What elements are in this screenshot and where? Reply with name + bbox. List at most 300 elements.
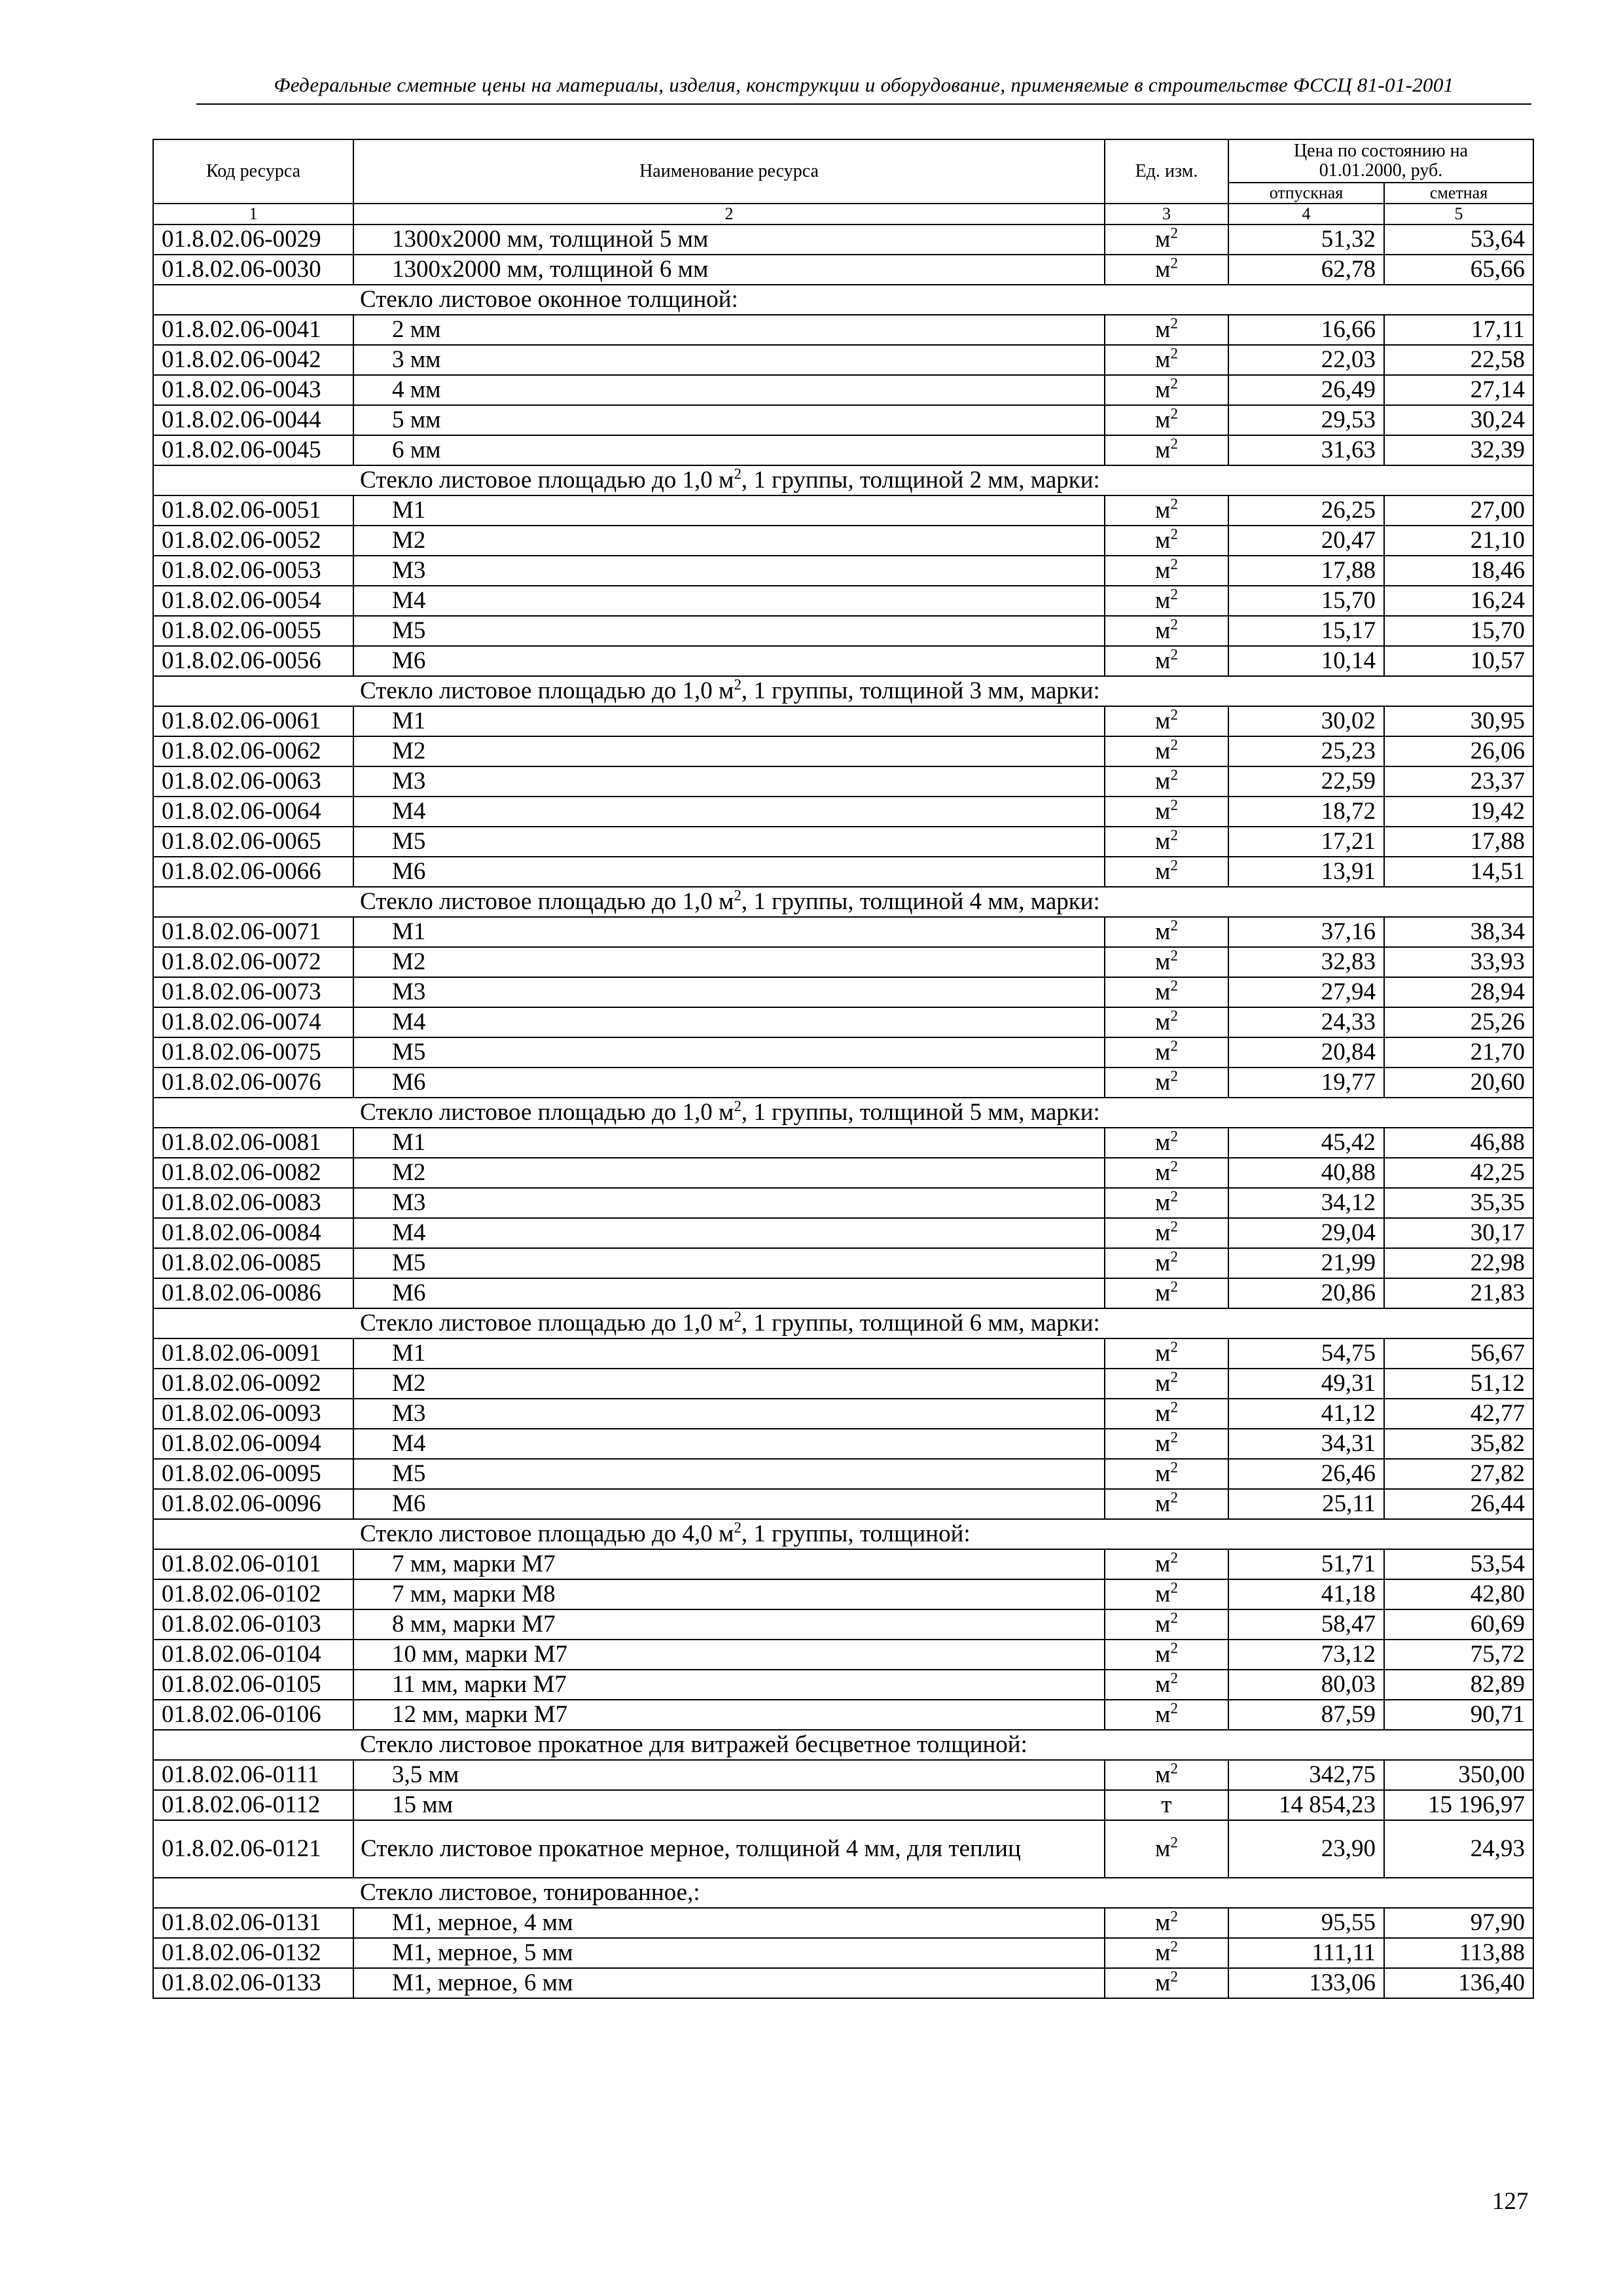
release-price: 29,04: [1228, 1218, 1384, 1248]
table-row: [153, 1128, 1533, 1158]
table-row: [153, 1549, 1533, 1579]
table-row: [153, 616, 1533, 646]
resource-name: М4: [353, 1007, 1105, 1037]
release-price: 16,66: [1228, 315, 1384, 345]
unit: $м^2$: [1105, 1158, 1228, 1188]
resource-code: 01.8.02.06-0044: [153, 405, 353, 435]
resource-code: 01.8.02.06-0075: [153, 1037, 353, 1067]
estimate-price: 38,34: [1384, 917, 1533, 947]
table-row: [153, 405, 1533, 435]
release-price: 25,11: [1228, 1489, 1384, 1519]
resource-code: 01.8.02.06-0051: [153, 495, 353, 526]
release-price: 133,06: [1228, 1968, 1384, 1998]
col-number: 5: [1384, 204, 1533, 224]
resource-code: 01.8.02.06-0063: [153, 766, 353, 797]
col-header-name: Наименование ресурса: [353, 139, 1105, 204]
unit: $м^2$: [1105, 1429, 1228, 1459]
resource-name: 6 мм: [353, 435, 1105, 465]
table-row: [153, 1218, 1533, 1248]
group-title: Стекло листовое площадью до 1,0 $м^2$, 1 группы, толщиной 2 мм, марки:: [353, 465, 1384, 495]
unit: $м^2$: [1105, 1007, 1228, 1037]
table-row: [153, 766, 1533, 797]
unit: $м^2$: [1105, 526, 1228, 556]
table-row: [153, 1459, 1533, 1489]
release-price: 342,75: [1228, 1760, 1384, 1790]
col-number: 3: [1105, 204, 1228, 224]
table-row: [153, 1790, 1533, 1820]
unit: т: [1105, 1790, 1228, 1820]
unit: $м^2$: [1105, 1968, 1228, 1998]
resource-code: 01.8.02.06-0103: [153, 1609, 353, 1640]
table-row: [153, 345, 1533, 375]
estimate-price: 25,26: [1384, 1007, 1533, 1037]
resource-name: М2: [353, 1369, 1105, 1399]
group-row: [153, 1098, 1533, 1128]
estimate-price: 33,93: [1384, 947, 1533, 977]
estimate-price: 42,25: [1384, 1158, 1533, 1188]
release-price: 111,11: [1228, 1938, 1384, 1968]
table-row: [153, 1188, 1533, 1218]
release-price: 21,99: [1228, 1248, 1384, 1278]
table-row: [153, 736, 1533, 766]
resource-code: 01.8.02.06-0096: [153, 1489, 353, 1519]
resource-name: 5 мм: [353, 405, 1105, 435]
col-header-code: Код ресурса: [153, 139, 353, 204]
unit: $м^2$: [1105, 1700, 1228, 1730]
table-row: [153, 1820, 1533, 1878]
resource-name: 3,5 мм: [353, 1760, 1105, 1790]
release-price: 20,47: [1228, 526, 1384, 556]
resource-code: 01.8.02.06-0102: [153, 1579, 353, 1609]
unit: $м^2$: [1105, 1459, 1228, 1489]
resource-code: 01.8.02.06-0095: [153, 1459, 353, 1489]
unit: $м^2$: [1105, 345, 1228, 375]
table-row: [153, 255, 1533, 285]
resource-name: М1: [353, 495, 1105, 526]
estimate-price: 27,00: [1384, 495, 1533, 526]
resource-name: М2: [353, 1158, 1105, 1188]
estimate-price: 20,60: [1384, 1067, 1533, 1098]
resource-name: 8 мм, марки М7: [353, 1609, 1105, 1640]
unit: $м^2$: [1105, 1640, 1228, 1670]
resource-name: М1: [353, 706, 1105, 736]
unit: $м^2$: [1105, 797, 1228, 827]
table-row: [153, 586, 1533, 616]
estimate-price: 75,72: [1384, 1640, 1533, 1670]
release-price: 20,86: [1228, 1278, 1384, 1308]
group-row: [153, 285, 1533, 315]
estimate-price: 53,64: [1384, 224, 1533, 255]
resource-code: 01.8.02.06-0083: [153, 1188, 353, 1218]
resource-name: М3: [353, 977, 1105, 1007]
group-spacer: [1384, 1308, 1533, 1338]
unit: $м^2$: [1105, 1278, 1228, 1308]
estimate-price: 27,82: [1384, 1459, 1533, 1489]
group-row: [153, 1730, 1533, 1760]
release-price: 49,31: [1228, 1369, 1384, 1399]
release-price: 40,88: [1228, 1158, 1384, 1188]
release-price: 26,49: [1228, 375, 1384, 405]
group-spacer: [153, 1098, 353, 1128]
resource-name: 3 мм: [353, 345, 1105, 375]
estimate-price: 82,89: [1384, 1670, 1533, 1700]
group-title: Стекло листовое площадью до 1,0 $м^2$, 1 группы, толщиной 4 мм, марки:: [353, 887, 1384, 917]
table-row: [153, 1968, 1533, 1998]
estimate-price: 24,93: [1384, 1820, 1533, 1878]
resource-name: М5: [353, 616, 1105, 646]
table-row: [153, 1579, 1533, 1609]
resource-code: 01.8.02.06-0061: [153, 706, 353, 736]
group-spacer: [1384, 1878, 1533, 1908]
resource-name: 1300х2000 мм, толщиной 6 мм: [353, 255, 1105, 285]
group-row: [153, 1519, 1533, 1549]
release-price: 22,03: [1228, 345, 1384, 375]
resource-code: 01.8.02.06-0133: [153, 1968, 353, 1998]
table-row: [153, 917, 1533, 947]
release-price: 10,14: [1228, 646, 1384, 676]
unit: $м^2$: [1105, 1037, 1228, 1067]
resource-name: 15 мм: [353, 1790, 1105, 1820]
resource-code: 01.8.02.06-0105: [153, 1670, 353, 1700]
group-spacer: [153, 1308, 353, 1338]
resource-name: 1300х2000 мм, толщиной 5 мм: [353, 224, 1105, 255]
group-title: Стекло листовое прокатное для витражей бесцветное толщиной:: [353, 1730, 1384, 1760]
estimate-price: 42,77: [1384, 1399, 1533, 1429]
estimate-price: 21,10: [1384, 526, 1533, 556]
table-row: [153, 375, 1533, 405]
resource-code: 01.8.02.06-0071: [153, 917, 353, 947]
unit: $м^2$: [1105, 1399, 1228, 1429]
group-title: Стекло листовое площадью до 1,0 $м^2$, 1 группы, толщиной 3 мм, марки:: [353, 676, 1384, 706]
unit: $м^2$: [1105, 1248, 1228, 1278]
estimate-price: 53,54: [1384, 1549, 1533, 1579]
release-price: 41,12: [1228, 1399, 1384, 1429]
estimate-price: 22,58: [1384, 345, 1533, 375]
unit: $м^2$: [1105, 857, 1228, 887]
col-header-unit: Ед. изм.: [1105, 139, 1228, 204]
resource-name: М1, мерное, 5 мм: [353, 1938, 1105, 1968]
release-price: 24,33: [1228, 1007, 1384, 1037]
group-title: Стекло листовое площадью до 4,0 $м^2$, 1 группы, толщиной:: [353, 1519, 1384, 1549]
group-title: Стекло листовое, тонированное,:: [353, 1878, 1384, 1908]
group-spacer: [153, 465, 353, 495]
group-spacer: [153, 676, 353, 706]
release-price: 17,88: [1228, 556, 1384, 586]
resource-code: 01.8.02.06-0074: [153, 1007, 353, 1037]
resource-code: 01.8.02.06-0029: [153, 224, 353, 255]
release-price: 19,77: [1228, 1067, 1384, 1098]
release-price: 45,42: [1228, 1128, 1384, 1158]
table-row: [153, 1007, 1533, 1037]
estimate-price: 10,57: [1384, 646, 1533, 676]
release-price: 51,71: [1228, 1549, 1384, 1579]
resource-name: М3: [353, 556, 1105, 586]
estimate-price: 21,70: [1384, 1037, 1533, 1067]
table-row: [153, 646, 1533, 676]
resource-code: 01.8.02.06-0062: [153, 736, 353, 766]
resource-code: 01.8.02.06-0055: [153, 616, 353, 646]
estimate-price: 46,88: [1384, 1128, 1533, 1158]
unit: $м^2$: [1105, 556, 1228, 586]
resource-name: М5: [353, 1037, 1105, 1067]
col-header-estimate: сметная: [1384, 183, 1533, 204]
estimate-price: 136,40: [1384, 1968, 1533, 1998]
unit: $м^2$: [1105, 435, 1228, 465]
release-price: 80,03: [1228, 1670, 1384, 1700]
estimate-price: 14,51: [1384, 857, 1533, 887]
resource-code: 01.8.02.06-0045: [153, 435, 353, 465]
resource-code: 01.8.02.06-0082: [153, 1158, 353, 1188]
release-price: 25,23: [1228, 736, 1384, 766]
resource-code: 01.8.02.06-0072: [153, 947, 353, 977]
resource-name: 11 мм, марки М7: [353, 1670, 1105, 1700]
estimate-price: 97,90: [1384, 1908, 1533, 1938]
unit: $м^2$: [1105, 405, 1228, 435]
col-header-price-group: Цена по состоянию на 01.01.2000, руб.: [1228, 139, 1533, 183]
release-price: 27,94: [1228, 977, 1384, 1007]
resource-code: 01.8.02.06-0064: [153, 797, 353, 827]
estimate-price: 32,39: [1384, 435, 1533, 465]
group-row: [153, 887, 1533, 917]
unit: $м^2$: [1105, 1128, 1228, 1158]
unit: $м^2$: [1105, 977, 1228, 1007]
page-number: 127: [1492, 2188, 1529, 2215]
resource-name: М3: [353, 1399, 1105, 1429]
table-row: [153, 556, 1533, 586]
unit: $м^2$: [1105, 1549, 1228, 1579]
release-price: 34,31: [1228, 1429, 1384, 1459]
estimate-price: 22,98: [1384, 1248, 1533, 1278]
group-title: Стекло листовое площадью до 1,0 $м^2$, 1 группы, толщиной 6 мм, марки:: [353, 1308, 1384, 1338]
release-price: 32,83: [1228, 947, 1384, 977]
resource-code: 01.8.02.06-0104: [153, 1640, 353, 1670]
table-row: [153, 797, 1533, 827]
resource-code: 01.8.02.06-0086: [153, 1278, 353, 1308]
estimate-price: 350,00: [1384, 1760, 1533, 1790]
resource-name: М4: [353, 1429, 1105, 1459]
estimate-price: 35,35: [1384, 1188, 1533, 1218]
release-price: 87,59: [1228, 1700, 1384, 1730]
estimate-price: 15,70: [1384, 616, 1533, 646]
resource-code: 01.8.02.06-0073: [153, 977, 353, 1007]
resource-name: М6: [353, 1489, 1105, 1519]
unit: $м^2$: [1105, 736, 1228, 766]
resource-code: 01.8.02.06-0076: [153, 1067, 353, 1098]
unit: $м^2$: [1105, 586, 1228, 616]
table-row: [153, 857, 1533, 887]
release-price: 51,32: [1228, 224, 1384, 255]
release-price: 20,84: [1228, 1037, 1384, 1067]
release-price: 17,21: [1228, 827, 1384, 857]
release-price: 30,02: [1228, 706, 1384, 736]
resource-name: М1: [353, 1128, 1105, 1158]
group-row: [153, 465, 1533, 495]
resource-code: 01.8.02.06-0131: [153, 1908, 353, 1938]
unit: $м^2$: [1105, 1218, 1228, 1248]
resource-code: 01.8.02.06-0065: [153, 827, 353, 857]
unit: $м^2$: [1105, 315, 1228, 345]
resource-code: 01.8.02.06-0111: [153, 1760, 353, 1790]
estimate-price: 30,17: [1384, 1218, 1533, 1248]
release-price: 13,91: [1228, 857, 1384, 887]
unit: $м^2$: [1105, 706, 1228, 736]
resource-name: Стекло листовое прокатное мерное, толщиной 4 мм, для теплиц: [353, 1820, 1105, 1878]
group-spacer: [1384, 285, 1533, 315]
unit: $м^2$: [1105, 1820, 1228, 1878]
resource-name: М5: [353, 1459, 1105, 1489]
table-row: [153, 526, 1533, 556]
resource-name: 12 мм, марки М7: [353, 1700, 1105, 1730]
estimate-price: 17,88: [1384, 827, 1533, 857]
estimate-price: 90,71: [1384, 1700, 1533, 1730]
table-row: [153, 1399, 1533, 1429]
resource-name: 7 мм, марки М8: [353, 1579, 1105, 1609]
unit: $м^2$: [1105, 1579, 1228, 1609]
resource-name: 2 мм: [353, 315, 1105, 345]
resource-code: 01.8.02.06-0056: [153, 646, 353, 676]
estimate-price: 26,44: [1384, 1489, 1533, 1519]
resource-code: 01.8.02.06-0043: [153, 375, 353, 405]
release-price: 31,63: [1228, 435, 1384, 465]
resource-code: 01.8.02.06-0042: [153, 345, 353, 375]
col-number: 4: [1228, 204, 1384, 224]
resource-name: 4 мм: [353, 375, 1105, 405]
group-spacer: [153, 1878, 353, 1908]
resource-code: 01.8.02.06-0092: [153, 1369, 353, 1399]
table-row: [153, 1248, 1533, 1278]
col-number: 1: [153, 204, 353, 224]
resource-code: 01.8.02.06-0052: [153, 526, 353, 556]
unit: $м^2$: [1105, 1609, 1228, 1640]
table-body: [153, 224, 1533, 1998]
resource-code: 01.8.02.06-0094: [153, 1429, 353, 1459]
resource-name: М2: [353, 947, 1105, 977]
estimate-price: 65,66: [1384, 255, 1533, 285]
release-price: 15,17: [1228, 616, 1384, 646]
resource-name: М4: [353, 797, 1105, 827]
unit: $м^2$: [1105, 1338, 1228, 1369]
unit: $м^2$: [1105, 375, 1228, 405]
table-row: [153, 495, 1533, 526]
resource-code: 01.8.02.06-0121: [153, 1820, 353, 1878]
resource-name: М6: [353, 1067, 1105, 1098]
resource-code: 01.8.02.06-0132: [153, 1938, 353, 1968]
estimate-price: 26,06: [1384, 736, 1533, 766]
table-row: [153, 1037, 1533, 1067]
table-row: [153, 1278, 1533, 1308]
release-price: 23,90: [1228, 1820, 1384, 1878]
estimate-price: 27,14: [1384, 375, 1533, 405]
table-row: [153, 315, 1533, 345]
estimate-price: 42,80: [1384, 1579, 1533, 1609]
unit: $м^2$: [1105, 1670, 1228, 1700]
release-price: 37,16: [1228, 917, 1384, 947]
resource-code: 01.8.02.06-0030: [153, 255, 353, 285]
resource-code: 01.8.02.06-0085: [153, 1248, 353, 1278]
resource-code: 01.8.02.06-0091: [153, 1338, 353, 1369]
table-row: [153, 1429, 1533, 1459]
unit: $м^2$: [1105, 616, 1228, 646]
table-row: [153, 1640, 1533, 1670]
group-spacer: [1384, 676, 1533, 706]
table-row: [153, 1908, 1533, 1938]
col-header-release: отпускная: [1228, 183, 1384, 204]
release-price: 29,53: [1228, 405, 1384, 435]
resource-code: 01.8.02.06-0053: [153, 556, 353, 586]
unit: $м^2$: [1105, 766, 1228, 797]
release-price: 73,12: [1228, 1640, 1384, 1670]
unit: $м^2$: [1105, 1489, 1228, 1519]
price-table: [152, 139, 1534, 1999]
estimate-price: 28,94: [1384, 977, 1533, 1007]
estimate-price: 113,88: [1384, 1938, 1533, 1968]
resource-code: 01.8.02.06-0041: [153, 315, 353, 345]
estimate-price: 56,67: [1384, 1338, 1533, 1369]
col-number: 2: [353, 204, 1105, 224]
table-row: [153, 827, 1533, 857]
unit: $м^2$: [1105, 917, 1228, 947]
resource-name: М2: [353, 736, 1105, 766]
group-row: [153, 676, 1533, 706]
unit: $м^2$: [1105, 1067, 1228, 1098]
release-price: 54,75: [1228, 1338, 1384, 1369]
page-header: Федеральные сметные цены на материалы, изделия, конструкции и оборудование, применяемые в строительстве ФССЦ 81-01-2001: [274, 73, 1454, 96]
release-price: 58,47: [1228, 1609, 1384, 1640]
release-price: 14 854,23: [1228, 1790, 1384, 1820]
resource-code: 01.8.02.06-0066: [153, 857, 353, 887]
unit: $м^2$: [1105, 827, 1228, 857]
unit: $м^2$: [1105, 1188, 1228, 1218]
release-price: 34,12: [1228, 1188, 1384, 1218]
unit: $м^2$: [1105, 1908, 1228, 1938]
release-price: 22,59: [1228, 766, 1384, 797]
release-price: 15,70: [1228, 586, 1384, 616]
table-row: [153, 1158, 1533, 1188]
estimate-price: 17,11: [1384, 315, 1533, 345]
estimate-price: 35,82: [1384, 1429, 1533, 1459]
resource-name: М1: [353, 1338, 1105, 1369]
resource-code: 01.8.02.06-0106: [153, 1700, 353, 1730]
estimate-price: 18,46: [1384, 556, 1533, 586]
group-row: [153, 1308, 1533, 1338]
group-title: Стекло листовое площадью до 1,0 $м^2$, 1 группы, толщиной 5 мм, марки:: [353, 1098, 1384, 1128]
estimate-price: 16,24: [1384, 586, 1533, 616]
estimate-price: 30,24: [1384, 405, 1533, 435]
release-price: 18,72: [1228, 797, 1384, 827]
unit: $м^2$: [1105, 495, 1228, 526]
resource-name: 10 мм, марки М7: [353, 1640, 1105, 1670]
release-price: 41,18: [1228, 1579, 1384, 1609]
unit: $м^2$: [1105, 1760, 1228, 1790]
resource-name: М5: [353, 827, 1105, 857]
estimate-price: 23,37: [1384, 766, 1533, 797]
group-spacer: [1384, 1730, 1533, 1760]
group-spacer: [153, 1730, 353, 1760]
table-row: [153, 977, 1533, 1007]
unit: $м^2$: [1105, 947, 1228, 977]
resource-name: М4: [353, 1218, 1105, 1248]
estimate-price: 19,42: [1384, 797, 1533, 827]
table-row: [153, 1338, 1533, 1369]
resource-name: М5: [353, 1248, 1105, 1278]
table-row: [153, 1670, 1533, 1700]
table-row: [153, 1369, 1533, 1399]
group-spacer: [1384, 1519, 1533, 1549]
resource-name: М2: [353, 526, 1105, 556]
resource-name: М6: [353, 1278, 1105, 1308]
resource-name: 7 мм, марки М7: [353, 1549, 1105, 1579]
unit: $м^2$: [1105, 224, 1228, 255]
